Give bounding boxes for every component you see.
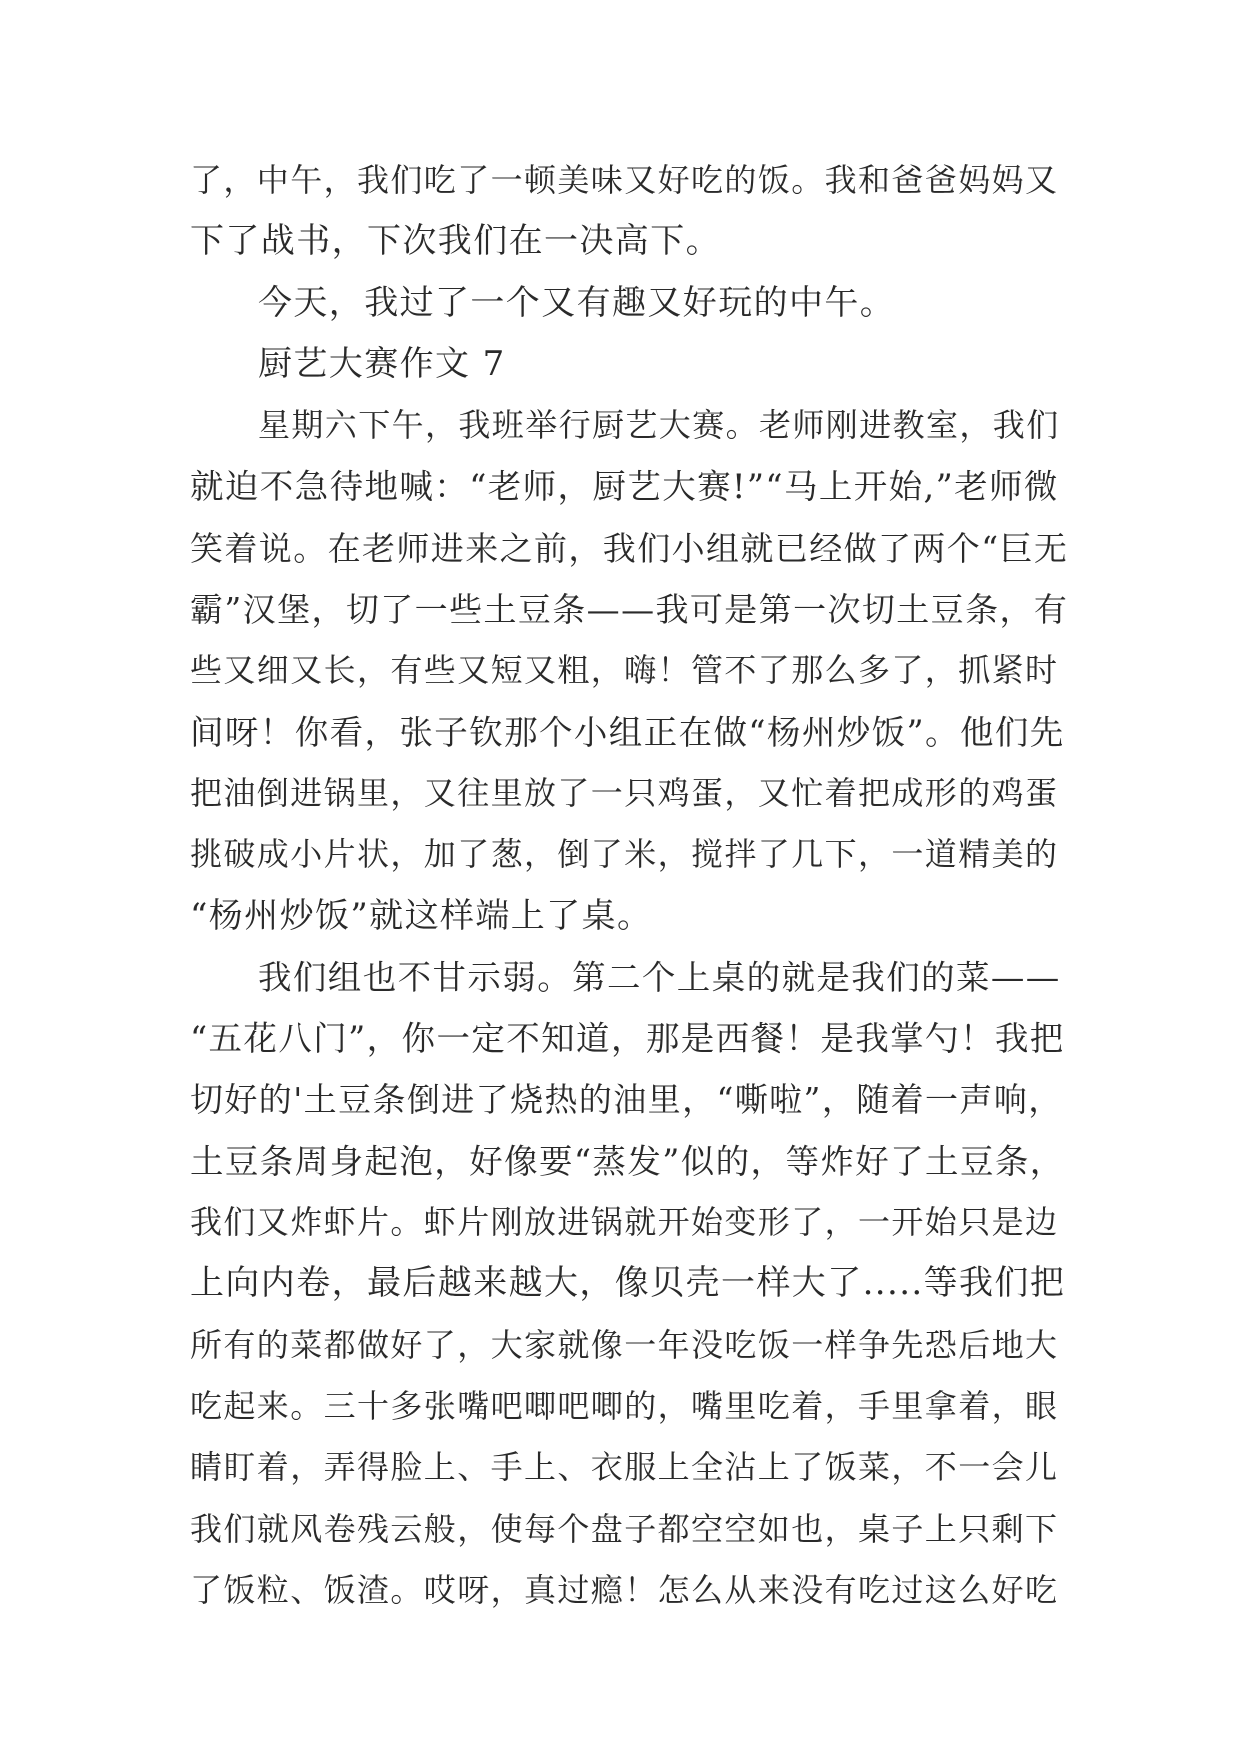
text-line: 霸”汉堡，切了一些土豆条——我可是第一次切土豆条，有: [190, 590, 1069, 630]
text-line: 今天，我过了一个又有趣又好玩的中午。: [258, 282, 896, 323]
text-line: 了饭粒、饭渣。哎呀，真过瘾！怎么从来没有吃过这么好吃: [190, 1570, 1059, 1609]
text-line: 就迫不急待地喊：“老师，厨艺大赛!”“马上开始,”老师微: [190, 467, 1059, 507]
text-line: 笑着说。在老师进来之前，我们小组就已经做了两个“巨无: [190, 528, 1069, 568]
document-body: [190, 150, 1070, 1621]
text-line: 些又细又长，有些又短又粗，嗨！管不了那么多了，抓紧时: [190, 651, 1059, 690]
text-line: 星期六下午，我班举行厨艺大赛。老师刚进教室，我们: [258, 406, 1060, 445]
text-line: 土豆条周身起泡，好像要“蒸发”似的，等炸好了土豆条，: [190, 1141, 1065, 1181]
text-line: 我们就风卷残云般，使每个盘子都空空如也，桌子上只剩下: [190, 1509, 1059, 1548]
text-line: 挑破成小片状，加了葱，倒了米，搅拌了几下，一道精美的: [190, 835, 1059, 874]
text-line: 下了战书，下次我们在一决高下。: [190, 221, 721, 262]
text-line: 了，中午，我们吃了一顿美味又好吃的饭。我和爸爸妈妈又: [190, 161, 1059, 199]
text-line: 上向内卷，最后越来越大，像贝壳一样大了.....等我们把: [190, 1263, 1066, 1304]
text-line: 把油倒进锅里，又往里放了一只鸡蛋，又忙着把成形的鸡蛋: [190, 773, 1059, 812]
section-heading: 厨艺大赛作文 7: [258, 343, 506, 384]
text-line: 睛盯着，弄得脸上、手上、衣服上全沾上了饭菜，不一会儿: [190, 1448, 1059, 1487]
text-line: 我们组也不甘示弱。第二个上桌的就是我们的菜——: [258, 957, 1061, 997]
text-line: 切好的'土豆条倒进了烧热的油里，“嘶啦”，随着一声响，: [190, 1080, 1063, 1120]
text-line: 所有的菜都做好了，大家就像一年没吃饭一样争先恐后地大: [190, 1325, 1059, 1364]
text-line: 吃起来。三十多张嘴吧唧吧唧的，嘴里吃着，手里拿着，眼: [190, 1386, 1059, 1425]
text-line: 间呀！你看，张子钦那个小组正在做“杨州炒饭”。他们先: [190, 712, 1065, 752]
text-line: 我们又炸虾片。虾片刚放进锅就开始变形了，一开始只是边: [190, 1203, 1059, 1242]
text-line: “杨州炒饭”就这样端上了桌。: [190, 895, 653, 936]
text-line: “五花八门”，你一定不知道，那是西餐！是我掌勺！我把: [190, 1019, 1065, 1059]
